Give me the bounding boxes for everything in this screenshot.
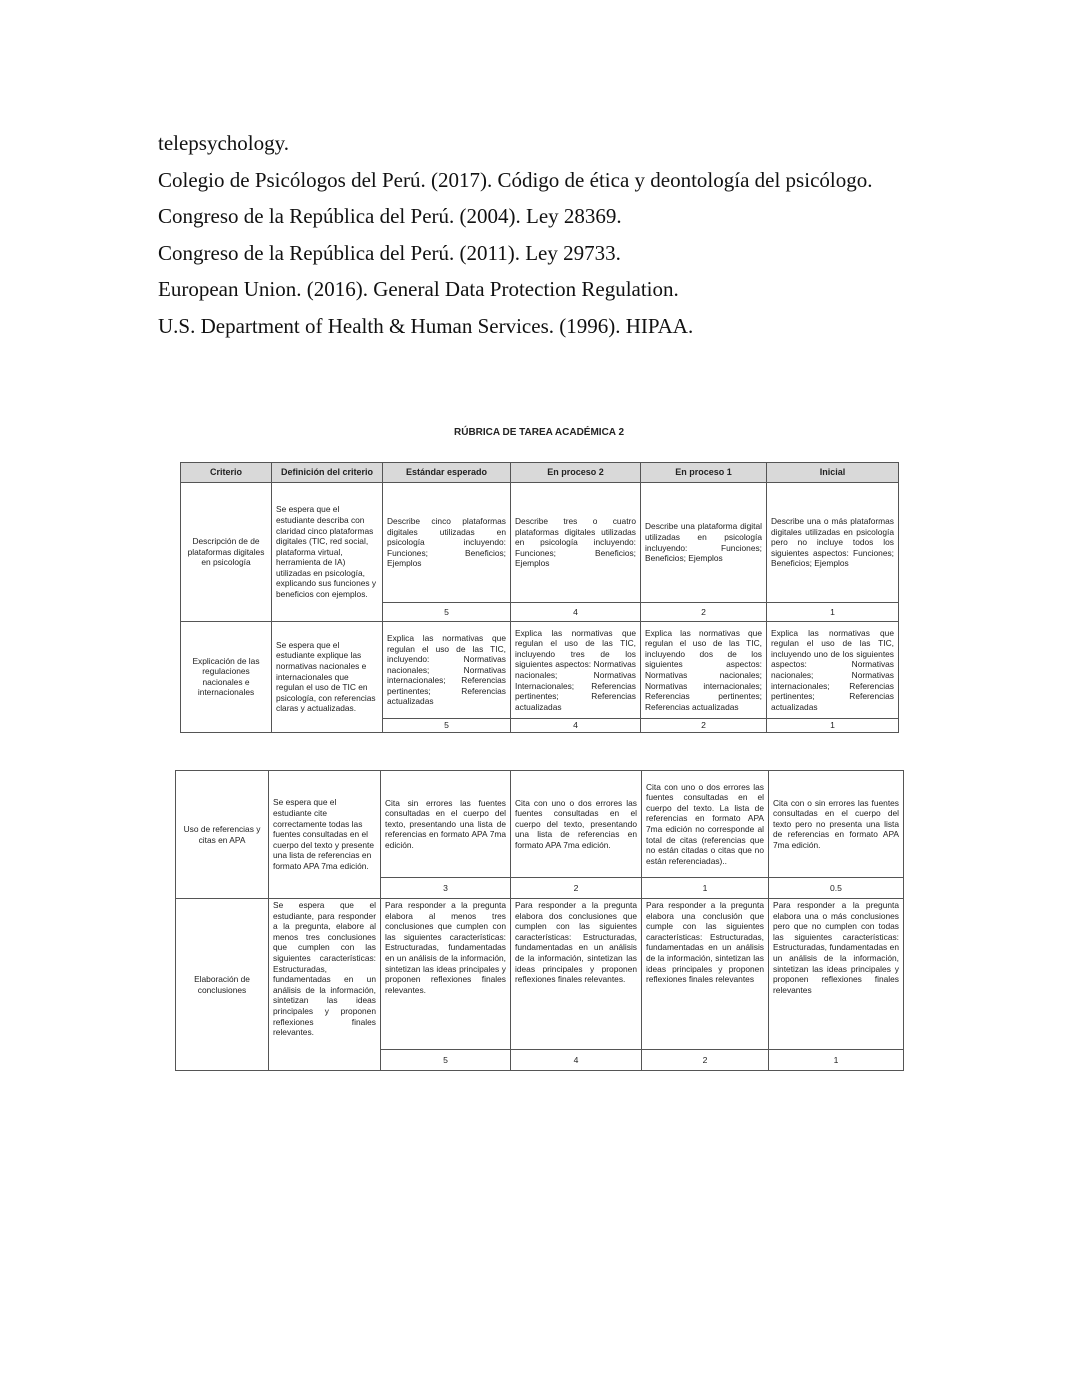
score-cell: 3 [381,878,511,899]
reference-entry: Colegio de Psicólogos del Perú. (2017). Código de ética y deontología del psicólogo. [158,167,873,192]
score-cell: 5 [383,719,511,733]
score-cell: 1 [769,1050,904,1071]
reference-entry: Congreso de la República del Perú. (2011). Ley 29733. [158,240,621,265]
definition-cell: Se espera que el estudiante, para responder a la pregunta, elabore al menos tres conclusiones que cumplen con las siguientes características: Estructuradas, fundamentadas en un análisis de la información, sintetizan las ideas principales y proponen reflexiones finales relevantes. [269,899,381,1071]
level-cell: Para responder a la pregunta elabora al menos tres conclusiones que cumplen con las siguientes características: Estructuradas, fundamentadas en un análisis de la información, sintetizan las ideas principales y proponen reflexiones finales relevantes. [381,899,511,1050]
score-cell: 1 [767,719,899,733]
criterion-cell: Descripción de de plataformas digitales en psicología [181,483,272,622]
reference-entry: U.S. Department of Health & Human Services. (1996). HIPAA. [158,313,694,338]
level-cell: Describe tres o cuatro plataformas digitales utilizadas en psicología incluyendo: Funciones; Beneficios; Ejemplos [511,483,641,603]
rubric-table [180,462,899,733]
score-cell: 2 [641,603,767,622]
level-cell: Explica las normativas que regulan el uso de las TIC, incluyendo tres de los siguientes aspectos: Normativas nacionales; Normativas Internacionales; Referencias pertinentes; Referencias actualizadas [511,622,641,719]
score-cell: 1 [642,878,769,899]
header-definicion: Definición del criterio [272,463,383,483]
rubric-title: RÚBRICA DE TAREA ACADÉMICA 2 [454,427,624,438]
level-cell: Para responder a la pregunta elabora una conclusión que cumple con las siguientes características: Estructuradas, fundamentadas en un análisis de la información, sintetizan las ideas principales y proponen reflexiones finales relevantes [642,899,769,1050]
score-cell: 1 [767,603,899,622]
criterion-cell: Uso de referencias y citas en APA [176,771,269,899]
level-cell: Cita con uno o dos errores las fuentes consultadas en el cuerpo del texto, presentando una lista de referencias en formato APA 7ma edición. [511,771,642,878]
score-cell: 4 [511,603,641,622]
score-cell: 2 [641,719,767,733]
rubric-header-row [181,463,899,483]
table-row [176,771,904,878]
definition-cell: Se espera que el estudiante explique las normativas nacionales e internacionales que regulan el uso de TIC en psicología, con referencias claras y actualizadas. [272,622,383,733]
score-cell: 2 [511,878,642,899]
table-row [181,483,899,603]
definition-cell: Se espera que el estudiante describa con claridad cinco plataformas digitales (TIC, red social, plataforma virtual, herramienta de IA) utilizadas en psicología, explicando sus funciones y beneficios con ejemplos. [272,483,383,622]
criterion-cell: Explicación de las regulaciones nacionales e internacionales [181,622,272,733]
reference-entry: European Union. (2016). General Data Protection Regulation. [158,277,679,302]
reference-list [158,125,1018,345]
reference-entry: telepsychology. [158,131,290,155]
reference-entry: Congreso de la República del Perú. (2004). Ley 28369. [158,204,622,229]
definition-cell: Se espera que el estudiante cite correctamente todas las fuentes consultadas en el cuerpo del texto y presente una lista de referencias en formato APA 7ma edición. [269,771,381,899]
header-criterio: Criterio [181,463,272,483]
header-en-proceso-2: En proceso 2 [511,463,641,483]
level-cell: Describe una plataforma digital utilizadas en psicología incluyendo: Funciones; Beneficios; Ejemplos [641,483,767,603]
header-inicial: Inicial [767,463,899,483]
score-cell: 5 [381,1050,511,1071]
level-cell: Describe una o más plataformas digitales utilizadas en psicología pero no incluye todos los siguientes aspectos: Funciones; Beneficios; Ejemplos [767,483,899,603]
level-cell: Para responder a la pregunta elabora dos conclusiones que cumplen con las siguientes características: Estructuradas, fundamentadas en un análisis de la información, sintetizan las ideas principales y proponen reflexiones finales relevantes. [511,899,642,1050]
header-estandar: Estándar esperado [383,463,511,483]
criterion-cell: Elaboración de conclusiones [176,899,269,1071]
table-row [176,899,904,1050]
score-cell: 4 [511,719,641,733]
score-cell: 4 [511,1050,642,1071]
level-cell: Explica las normativas que regulan el uso de las TIC, incluyendo uno de los siguientes aspectos: Normativas nacionales; Normativas internacionales; Referencias pertinentes; Referencias actualizadas [767,622,899,719]
level-cell: Explica las normativas que regulan el uso de las TIC, incluyendo: Normativas nacionales; Normativas internacionales; Referencias pertinentes; Referencias actualizadas [383,622,511,719]
score-cell: 5 [383,603,511,622]
level-cell: Explica las normativas que regulan el uso de las TIC, incluyendo dos de los siguientes aspectos: Normativas nacionales; Normativas internacionales; Referencias pertinentes; Referencias actualizadas [641,622,767,719]
score-cell: 0.5 [769,878,904,899]
level-cell: Para responder a la pregunta elabora una o más conclusiones pero que no cumplen con todas las siguientes características: Estructuradas, fundamentadas en un análisis de la información, sintetizan las ideas principales y proponen reflexiones finales relevantes [769,899,904,1050]
header-en-proceso-1: En proceso 1 [641,463,767,483]
level-cell: Cita con uno o dos errores las fuentes consultadas en el cuerpo del texto. La lista de referencias en formato APA 7ma edición no corresponde al total de citas (referencias que no están citadas o citas que no están referenciadas).. [642,771,769,878]
level-cell: Describe cinco plataformas digitales utilizadas en psicología incluyendo: Funciones; Beneficios; Ejemplos [383,483,511,603]
level-cell: Cita con o sin errores las fuentes consultadas en el cuerpo del texto pero no presenta una lista de referencias en formato APA 7ma edición. [769,771,904,878]
level-cell: Cita sin errores las fuentes consultadas en el cuerpo del texto, presentando una lista de referencias en formato APA 7ma edición. [381,771,511,878]
table-row [181,622,899,719]
score-cell: 2 [642,1050,769,1071]
rubric-table-continued [175,770,904,1071]
